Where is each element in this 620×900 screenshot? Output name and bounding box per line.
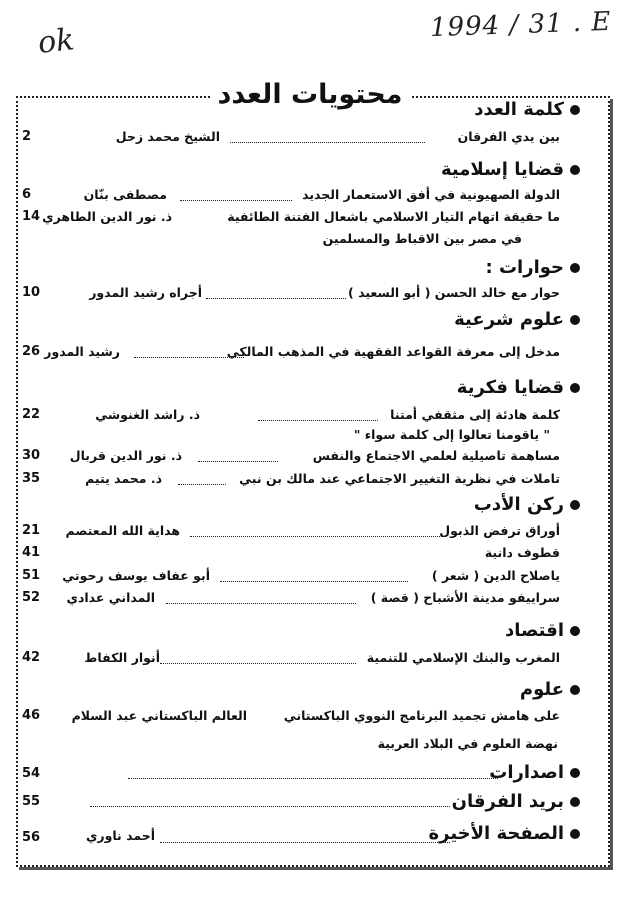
entry-title: مدخل إلى معرفة القواعد الفقهية في المذهب المالكي <box>226 344 560 359</box>
leader-dots <box>128 778 498 779</box>
section-heading-qadaya-islamia: قضايا إسلامية <box>441 158 580 182</box>
section-heading-adab: ركن الأدب <box>474 493 580 517</box>
entry-author: هداية الله المعتصم <box>65 523 180 538</box>
entry-author: ذ. نور الدين الطاهري <box>42 209 172 224</box>
entry-author: المداني عدادي <box>66 590 155 605</box>
section-heading-akhira: الصفحة الأخيرة <box>429 822 581 846</box>
entry-page: 51 <box>22 568 41 583</box>
entry-author: العالم الباكستاني عبد السلام <box>71 708 247 723</box>
entry-title: ياصلاح الدين ( شعر ) <box>431 568 560 583</box>
section-heading-kalima: كلمة العدد <box>474 98 580 122</box>
entry-title-continued: نهضة العلوم في البلاد العربية <box>377 736 558 751</box>
bullet-icon <box>570 383 580 393</box>
entry-title: مساهمة تاصيلية لعلمي الاجتماع والنفس <box>312 448 560 463</box>
section-heading-barid: بريد الفرقان <box>452 790 580 814</box>
entry-page: 2 <box>22 129 32 144</box>
bullet-icon <box>570 829 580 839</box>
entry-author: رشيد المدور <box>44 344 120 359</box>
bullet-icon <box>570 685 580 695</box>
entry-author: أبو عفاف يوسف رحوتي <box>62 568 210 583</box>
entry-page: 14 <box>22 209 41 224</box>
entry-page: 56 <box>22 830 41 845</box>
section-heading-ulum: علوم <box>520 678 580 702</box>
entry-author: أنوار الكفاط <box>84 650 160 665</box>
handwritten-reference: 1994 / 31 . E <box>429 6 612 44</box>
leader-dots <box>180 200 292 201</box>
bullet-icon <box>570 768 580 778</box>
leader-dots <box>90 806 450 807</box>
entry-page: 35 <box>22 471 41 486</box>
bullet-icon <box>570 263 580 273</box>
leader-dots <box>230 142 425 143</box>
leader-dots <box>134 357 244 358</box>
entry-page: 30 <box>22 448 41 463</box>
entry-title: المغرب والبنك الإسلامي للتنمية <box>366 650 560 665</box>
bullet-icon <box>570 105 580 115</box>
entry-page: 55 <box>22 794 41 809</box>
section-heading-iqtisad: اقتصاد <box>505 619 580 643</box>
leader-dots <box>258 420 378 421</box>
entry-page: 21 <box>22 523 41 538</box>
bullet-icon <box>570 797 580 807</box>
entry-author: أحمد ناوري <box>85 828 155 843</box>
entry-page: 41 <box>22 545 41 560</box>
entry-title-continued: في مصر بين الاقباط والمسلمين <box>322 231 522 246</box>
entry-title: ما حقيقة اتهام التيار الاسلامي باشعال الفتنة الطائفية <box>227 209 560 224</box>
section-heading-ulum-sharia: علوم شرعية <box>454 308 580 332</box>
entry-author: ذ. نور الدين قربال <box>69 448 182 463</box>
entry-author: الشيخ محمد زحل <box>115 129 220 144</box>
section-heading-isdarat: اصدارات <box>489 761 580 785</box>
entry-page: 26 <box>22 344 41 359</box>
entry-author: ذ. محمد يتيم <box>85 471 162 486</box>
entry-title: سراييفو مدينة الأشباح ( قصة ) <box>370 590 560 605</box>
leader-dots <box>160 663 356 664</box>
entry-title: على هامش تجميد البرنامج النووي الباكستاني <box>283 708 560 723</box>
entry-page: 54 <box>22 766 41 781</box>
section-heading-hiwarat: حوارات : <box>485 256 580 280</box>
entry-page: 6 <box>22 187 32 202</box>
entry-author: مصطفى بنّان <box>83 187 167 202</box>
entry-page: 42 <box>22 650 41 665</box>
entry-title: حوار مع خالد الحسن ( أبو السعيد ) <box>348 285 560 300</box>
leader-dots <box>160 842 450 843</box>
entry-page: 46 <box>22 708 41 723</box>
leader-dots <box>198 461 278 462</box>
entry-title-continued: " ياقومنا تعالوا إلى كلمة سواء " <box>353 427 550 442</box>
entry-title: الدولة الصهيونية في أفق الاستعمار الجديد <box>302 187 560 202</box>
bullet-icon <box>570 500 580 510</box>
entry-title: كلمة هادئة إلى مثقفي أمتنا <box>390 407 560 422</box>
bullet-icon <box>570 315 580 325</box>
bullet-icon <box>570 626 580 636</box>
entry-title: تاملات في نظرية التغيير الاجتماعي عند مالك بن نبي <box>239 471 560 486</box>
entry-page: 22 <box>22 407 41 422</box>
entry-page: 10 <box>22 285 41 300</box>
bullet-icon <box>570 165 580 175</box>
entry-author: ذ. راشد الغنوشي <box>95 407 200 422</box>
section-heading-qadaya-fikria: قضايا فكرية <box>457 376 580 400</box>
page-title: محتويات العدد <box>210 75 410 115</box>
entry-author: أجراه رشيد المدور <box>89 285 202 300</box>
entry-title: قطوف دانية <box>484 545 560 560</box>
leader-dots <box>190 536 446 537</box>
entry-title: أوراق ترفض الذبول <box>439 523 560 538</box>
handwritten-ok: ok <box>36 22 76 61</box>
leader-dots <box>166 603 356 604</box>
leader-dots <box>220 581 408 582</box>
leader-dots <box>178 484 226 485</box>
entry-page: 52 <box>22 590 41 605</box>
entry-title: بين يدي الفرقان <box>457 129 560 144</box>
leader-dots <box>206 298 346 299</box>
